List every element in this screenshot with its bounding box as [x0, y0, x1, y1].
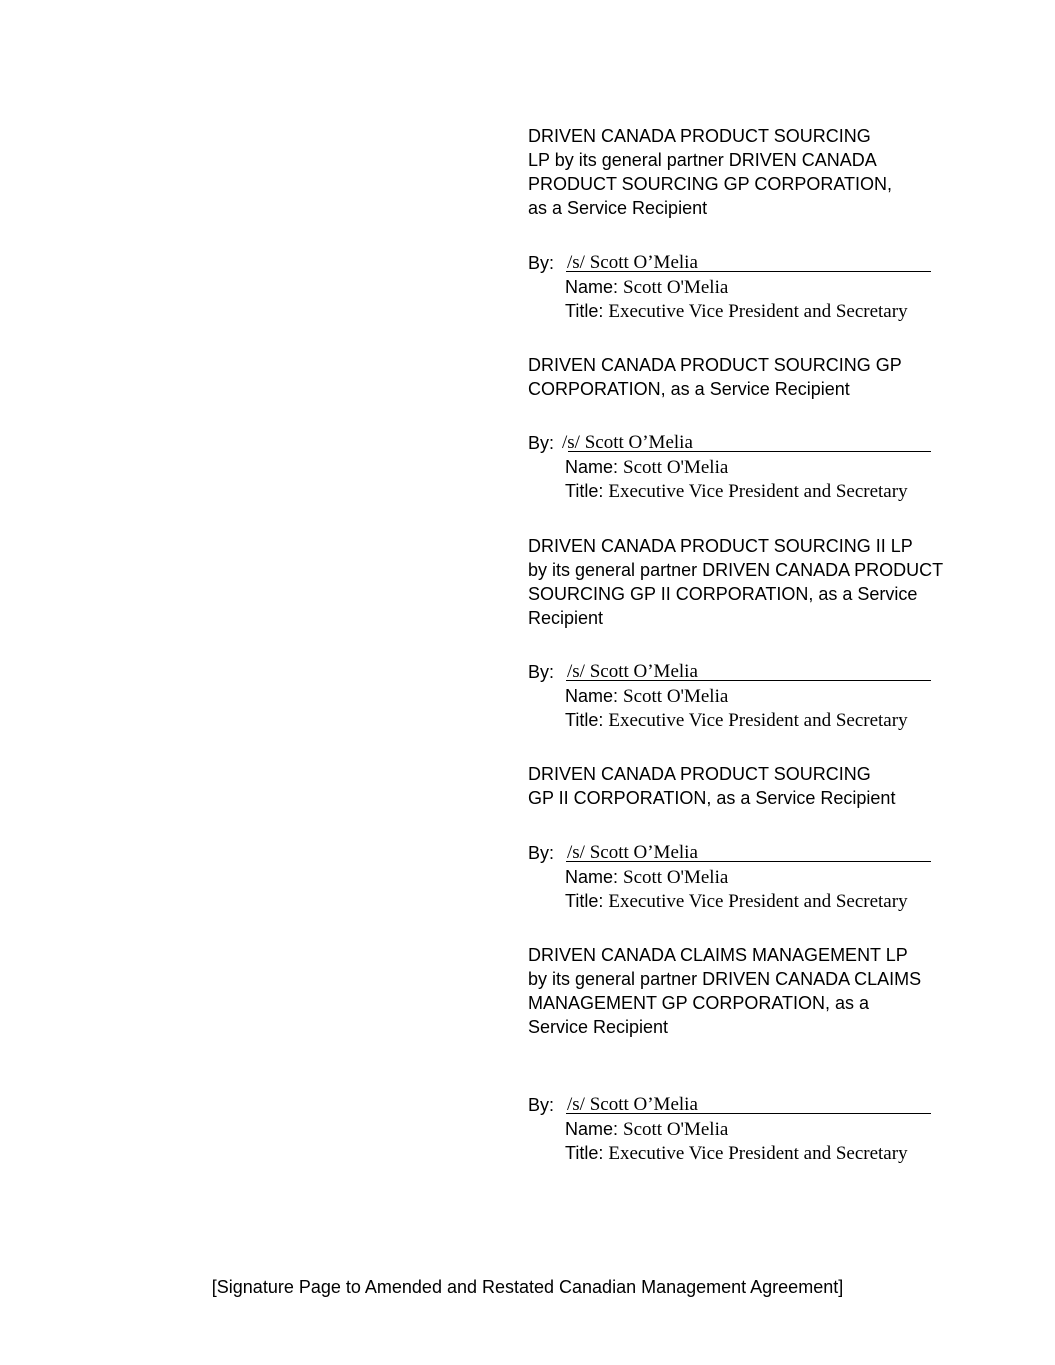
signature-lines-2 [528, 431, 998, 503]
signature-line [528, 431, 998, 455]
signature-underline [566, 271, 931, 272]
name-value: Scott O'Melia [623, 686, 729, 707]
name-label: Name: [565, 277, 624, 297]
title-line [528, 479, 998, 503]
by-label: By: [528, 1095, 555, 1115]
by-label: By: [528, 662, 555, 682]
name-line [528, 684, 998, 708]
name-value: Scott O'Melia [623, 1119, 729, 1140]
signature-lines-3 [528, 660, 998, 732]
signature-line [528, 660, 998, 684]
signature-underline [566, 680, 931, 681]
signature-block-3 [528, 534, 998, 630]
signature-value: /s/ Scott O’Melia [567, 842, 698, 863]
signature-value: /s/ Scott O’Melia [562, 432, 693, 453]
by-label: By: [528, 253, 555, 273]
signature-block-2 [528, 353, 998, 401]
name-value: Scott O'Melia [623, 867, 729, 888]
signature-line [528, 841, 998, 865]
name-label: Name: [565, 457, 624, 477]
signature-lines-4 [528, 841, 998, 913]
signature-block-5 [528, 943, 998, 1039]
title-label: Title: [565, 481, 609, 501]
name-value: Scott O'Melia [623, 457, 729, 478]
signature-value: /s/ Scott O’Melia [567, 661, 698, 682]
title-line [528, 1141, 998, 1165]
entity-name: DRIVEN CANADA CLAIMS MANAGEMENT LP by its general partner DRIVEN CANADA CLAIMS MANAGEMENT GP CORPORATION, as a Service Recipient [528, 945, 922, 1037]
title-value: Executive Vice President and Secretary [608, 481, 908, 502]
signature-line [528, 1093, 998, 1117]
title-value: Executive Vice President and Secretary [608, 1143, 908, 1164]
title-label: Title: [565, 891, 609, 911]
title-label: Title: [565, 1143, 609, 1163]
entity-name: DRIVEN CANADA PRODUCT SOURCING II LP by its general partner DRIVEN CANADA PRODUCT SOURCING GP II CORPORATION, as a Service Recipient [528, 536, 944, 628]
title-value: Executive Vice President and Secretary [608, 301, 908, 322]
name-label: Name: [565, 686, 624, 706]
entity-name: DRIVEN CANADA PRODUCT SOURCING GP II CORPORATION, as a Service Recipient [528, 764, 896, 808]
signature-block-1 [528, 124, 998, 220]
title-value: Executive Vice President and Secretary [608, 710, 908, 731]
by-label: By: [528, 843, 555, 863]
title-line [528, 708, 998, 732]
title-line [528, 889, 998, 913]
signature-line [528, 251, 998, 275]
name-label: Name: [565, 1119, 624, 1139]
signature-value: /s/ Scott O’Melia [567, 252, 698, 273]
signature-block-4 [528, 762, 998, 810]
signature-lines-5 [528, 1093, 998, 1165]
signature-value: /s/ Scott O’Melia [567, 1094, 698, 1115]
entity-name: DRIVEN CANADA PRODUCT SOURCING LP by its general partner DRIVEN CANADA PRODUCT SOURCING GP CORPORATION, as a Service Recipient [528, 126, 893, 218]
title-label: Title: [565, 710, 609, 730]
name-line [528, 455, 998, 479]
signature-lines-1 [528, 251, 998, 323]
name-value: Scott O'Melia [623, 277, 729, 298]
entity-name: DRIVEN CANADA PRODUCT SOURCING GP CORPORATION, as a Service Recipient [528, 355, 902, 399]
page-footer: [Signature Page to Amended and Restated Canadian Management Agreement] [211, 1277, 844, 1297]
name-label: Name: [565, 867, 624, 887]
name-line [528, 1117, 998, 1141]
title-line [528, 299, 998, 323]
title-value: Executive Vice President and Secretary [608, 891, 908, 912]
name-line [528, 275, 998, 299]
signature-underline [568, 451, 931, 452]
name-line [528, 865, 998, 889]
signature-underline [566, 1113, 931, 1114]
signature-underline [566, 861, 931, 862]
title-label: Title: [565, 301, 609, 321]
by-label: By: [528, 433, 555, 453]
